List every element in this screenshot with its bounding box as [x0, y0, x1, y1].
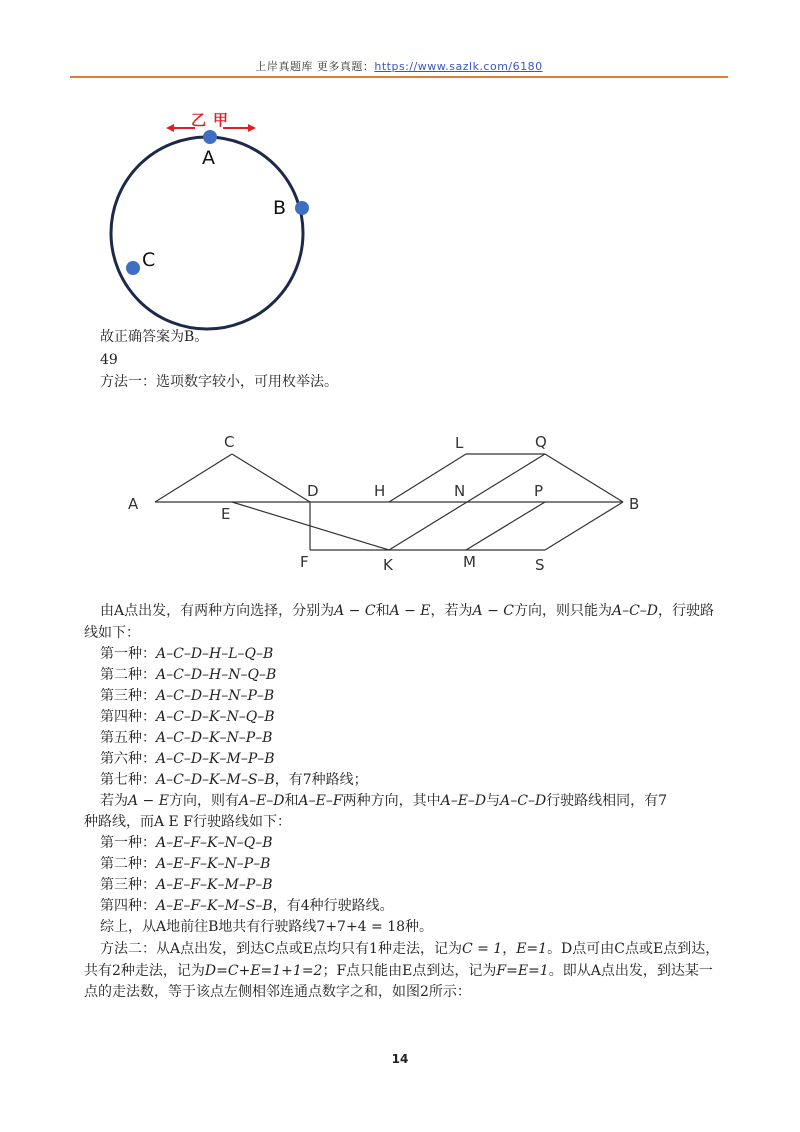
header-link[interactable]: https://www.sazlk.com/6180 [374, 60, 543, 73]
summary-text-a: 综上，从A地前往B地共有行驶路线 [100, 919, 317, 935]
node-a: A [128, 495, 139, 513]
route-label: 第四种： [100, 709, 156, 725]
intro-math-2: A − E [389, 603, 431, 619]
route-suffix: ，有7种路线； [274, 772, 368, 788]
route-path: A–E–F–K–N–P–B [156, 856, 271, 872]
intro-text-d: ，行驶路 [658, 603, 715, 619]
point-a-label: A [202, 147, 215, 169]
route-label: 第三种： [100, 877, 156, 893]
node-c: C [224, 433, 235, 451]
m2-text-l2b: ；F点只能由E点到达，记为 [322, 963, 497, 979]
intro-math-3: A − C [472, 603, 514, 619]
m2-text-l2c: 。即从A点出发，到达某一 [548, 963, 713, 979]
route-c-3 [100, 686, 274, 707]
edge-a-c [155, 454, 232, 502]
node-d: D [307, 482, 319, 500]
arrow-left-head [166, 124, 174, 132]
m2-math-1: C = 1 [461, 941, 503, 957]
route-label: 第一种： [100, 646, 156, 662]
summary-line [100, 917, 433, 938]
intro-math-4: A–C–D [611, 603, 659, 619]
e-math-3: A–E–F [298, 793, 343, 809]
route-path: A–E–F–K–M–S–B [156, 898, 273, 914]
intro-line [100, 601, 714, 622]
route-c-1 [100, 644, 273, 665]
summary-math: 7+7+4 = 18 [316, 919, 406, 935]
edge-q-b [545, 454, 623, 502]
e-text-d: 两种方向，其中 [342, 793, 441, 809]
point-b-dot [295, 201, 309, 215]
edge-m-p [466, 502, 545, 550]
method1-text: 方法一：选项数字较小，可用枚举法。 [100, 374, 338, 390]
header-label: 上岸真题库 更多真题： [255, 60, 375, 73]
route-path: A–C–D–K–M–S–B [156, 772, 275, 788]
route-e-1 [100, 833, 273, 854]
route-path: A–C–D–H–N–P–B [156, 688, 275, 704]
route-c-4 [100, 707, 275, 728]
edge-s-b [545, 502, 623, 550]
network-figure [120, 425, 650, 580]
e-text-a: 若为 [100, 793, 128, 809]
e-direction-line [100, 791, 667, 812]
e-math-2: A–E–D [238, 793, 285, 809]
route-label: 第五种： [100, 730, 156, 746]
m2-text-a: 方法二：从A点出发，到达C点或E点均只有1种走法，记为 [100, 941, 462, 957]
node-s: S [535, 556, 545, 574]
e-text-b: 方向，则有 [168, 793, 239, 809]
node-p: P [534, 482, 544, 500]
node-h: H [374, 482, 386, 500]
route-label: 第三种： [100, 688, 156, 704]
node-m: M [463, 553, 476, 571]
intro-text-a: 由A点出发，有两种方向选择，分别为 [100, 603, 335, 619]
method2-line-3: 点的走法数，等于该点左侧相邻连通点数字之和，如图2所示： [84, 984, 471, 1000]
route-path: A–C–D–K–N–Q–B [156, 709, 275, 725]
route-label: 第二种： [100, 856, 156, 872]
node-k: K [383, 556, 393, 574]
intro-continue: 线如下： [84, 625, 140, 641]
node-q: Q [535, 433, 547, 451]
m2-math-2: E=1 [516, 941, 548, 957]
point-a-dot [203, 130, 217, 144]
method2-line-1 [100, 939, 719, 960]
arrow-label-jia: 甲 [213, 111, 229, 129]
route-e-3 [100, 875, 273, 896]
method2-line-2 [84, 961, 713, 982]
arrow-label-yi: 乙 [191, 111, 207, 129]
m2-math-4: F=E=1 [496, 963, 549, 979]
node-f: F [300, 553, 309, 571]
point-c-label: C [142, 249, 156, 271]
intro-text-b: ，若为 [430, 603, 473, 619]
route-label: 第七种： [100, 772, 156, 788]
m2-text-b: 。D点可由C点或E点到达， [547, 941, 720, 957]
intro-text-c: 方向，则只能为 [513, 603, 612, 619]
arrow-right-head [248, 124, 256, 132]
point-b-label: B [273, 197, 287, 219]
node-b: B [629, 495, 640, 513]
m2-sep: ， [502, 941, 517, 957]
e-continue: 种路线，而A E F行驶路线如下： [84, 814, 291, 830]
route-path: A–C–D–K–N–P–B [156, 730, 273, 746]
node-l: L [455, 434, 464, 452]
intro-math-1: A − C [334, 603, 376, 619]
route-c-2 [100, 665, 276, 686]
route-path: A–E–F–K–M–P–B [156, 877, 273, 893]
question-number: 49 [100, 352, 118, 368]
point-c-dot [126, 261, 140, 275]
route-c-6 [100, 749, 275, 770]
node-n: N [454, 482, 466, 500]
m2-text-l2a: 共有2种走法，记为 [84, 963, 205, 979]
m2-math-3: D=C+E=1+1=2 [204, 963, 323, 979]
route-label: 第六种： [100, 751, 156, 767]
node-e: E [221, 505, 231, 523]
circle-figure [110, 108, 320, 330]
route-suffix: ，有4种行驶路线。 [272, 898, 394, 914]
intro-text-and: 和 [375, 603, 390, 619]
edge-c-d [232, 454, 310, 502]
route-label: 第一种： [100, 835, 156, 851]
page-number: 14 [391, 1052, 409, 1066]
e-text-c: 和 [284, 793, 299, 809]
page-header [70, 58, 728, 74]
route-path: A–E–F–K–N–Q–B [156, 835, 273, 851]
route-path: A–C–D–H–L–Q–B [156, 646, 274, 662]
route-path: A–C–D–K–M–P–B [156, 751, 275, 767]
e-text-e: 与 [486, 793, 501, 809]
header-divider [70, 76, 728, 78]
route-label: 第四种： [100, 898, 156, 914]
route-c-7 [100, 770, 368, 791]
e-text-f: 行驶路线相同，有7 [546, 793, 668, 809]
e-math-5: A–C–D [500, 793, 547, 809]
route-e-2 [100, 854, 270, 875]
summary-text-b: 种。 [405, 919, 434, 935]
e-math-1: A − E [128, 793, 169, 809]
e-math-4: A–E–D [440, 793, 487, 809]
route-e-4 [100, 896, 394, 917]
route-c-5 [100, 728, 272, 749]
route-path: A–C–D–H–N–Q–B [156, 667, 277, 683]
route-label: 第二种： [100, 667, 156, 683]
answer-text: 故正确答案为B。 [100, 329, 209, 345]
